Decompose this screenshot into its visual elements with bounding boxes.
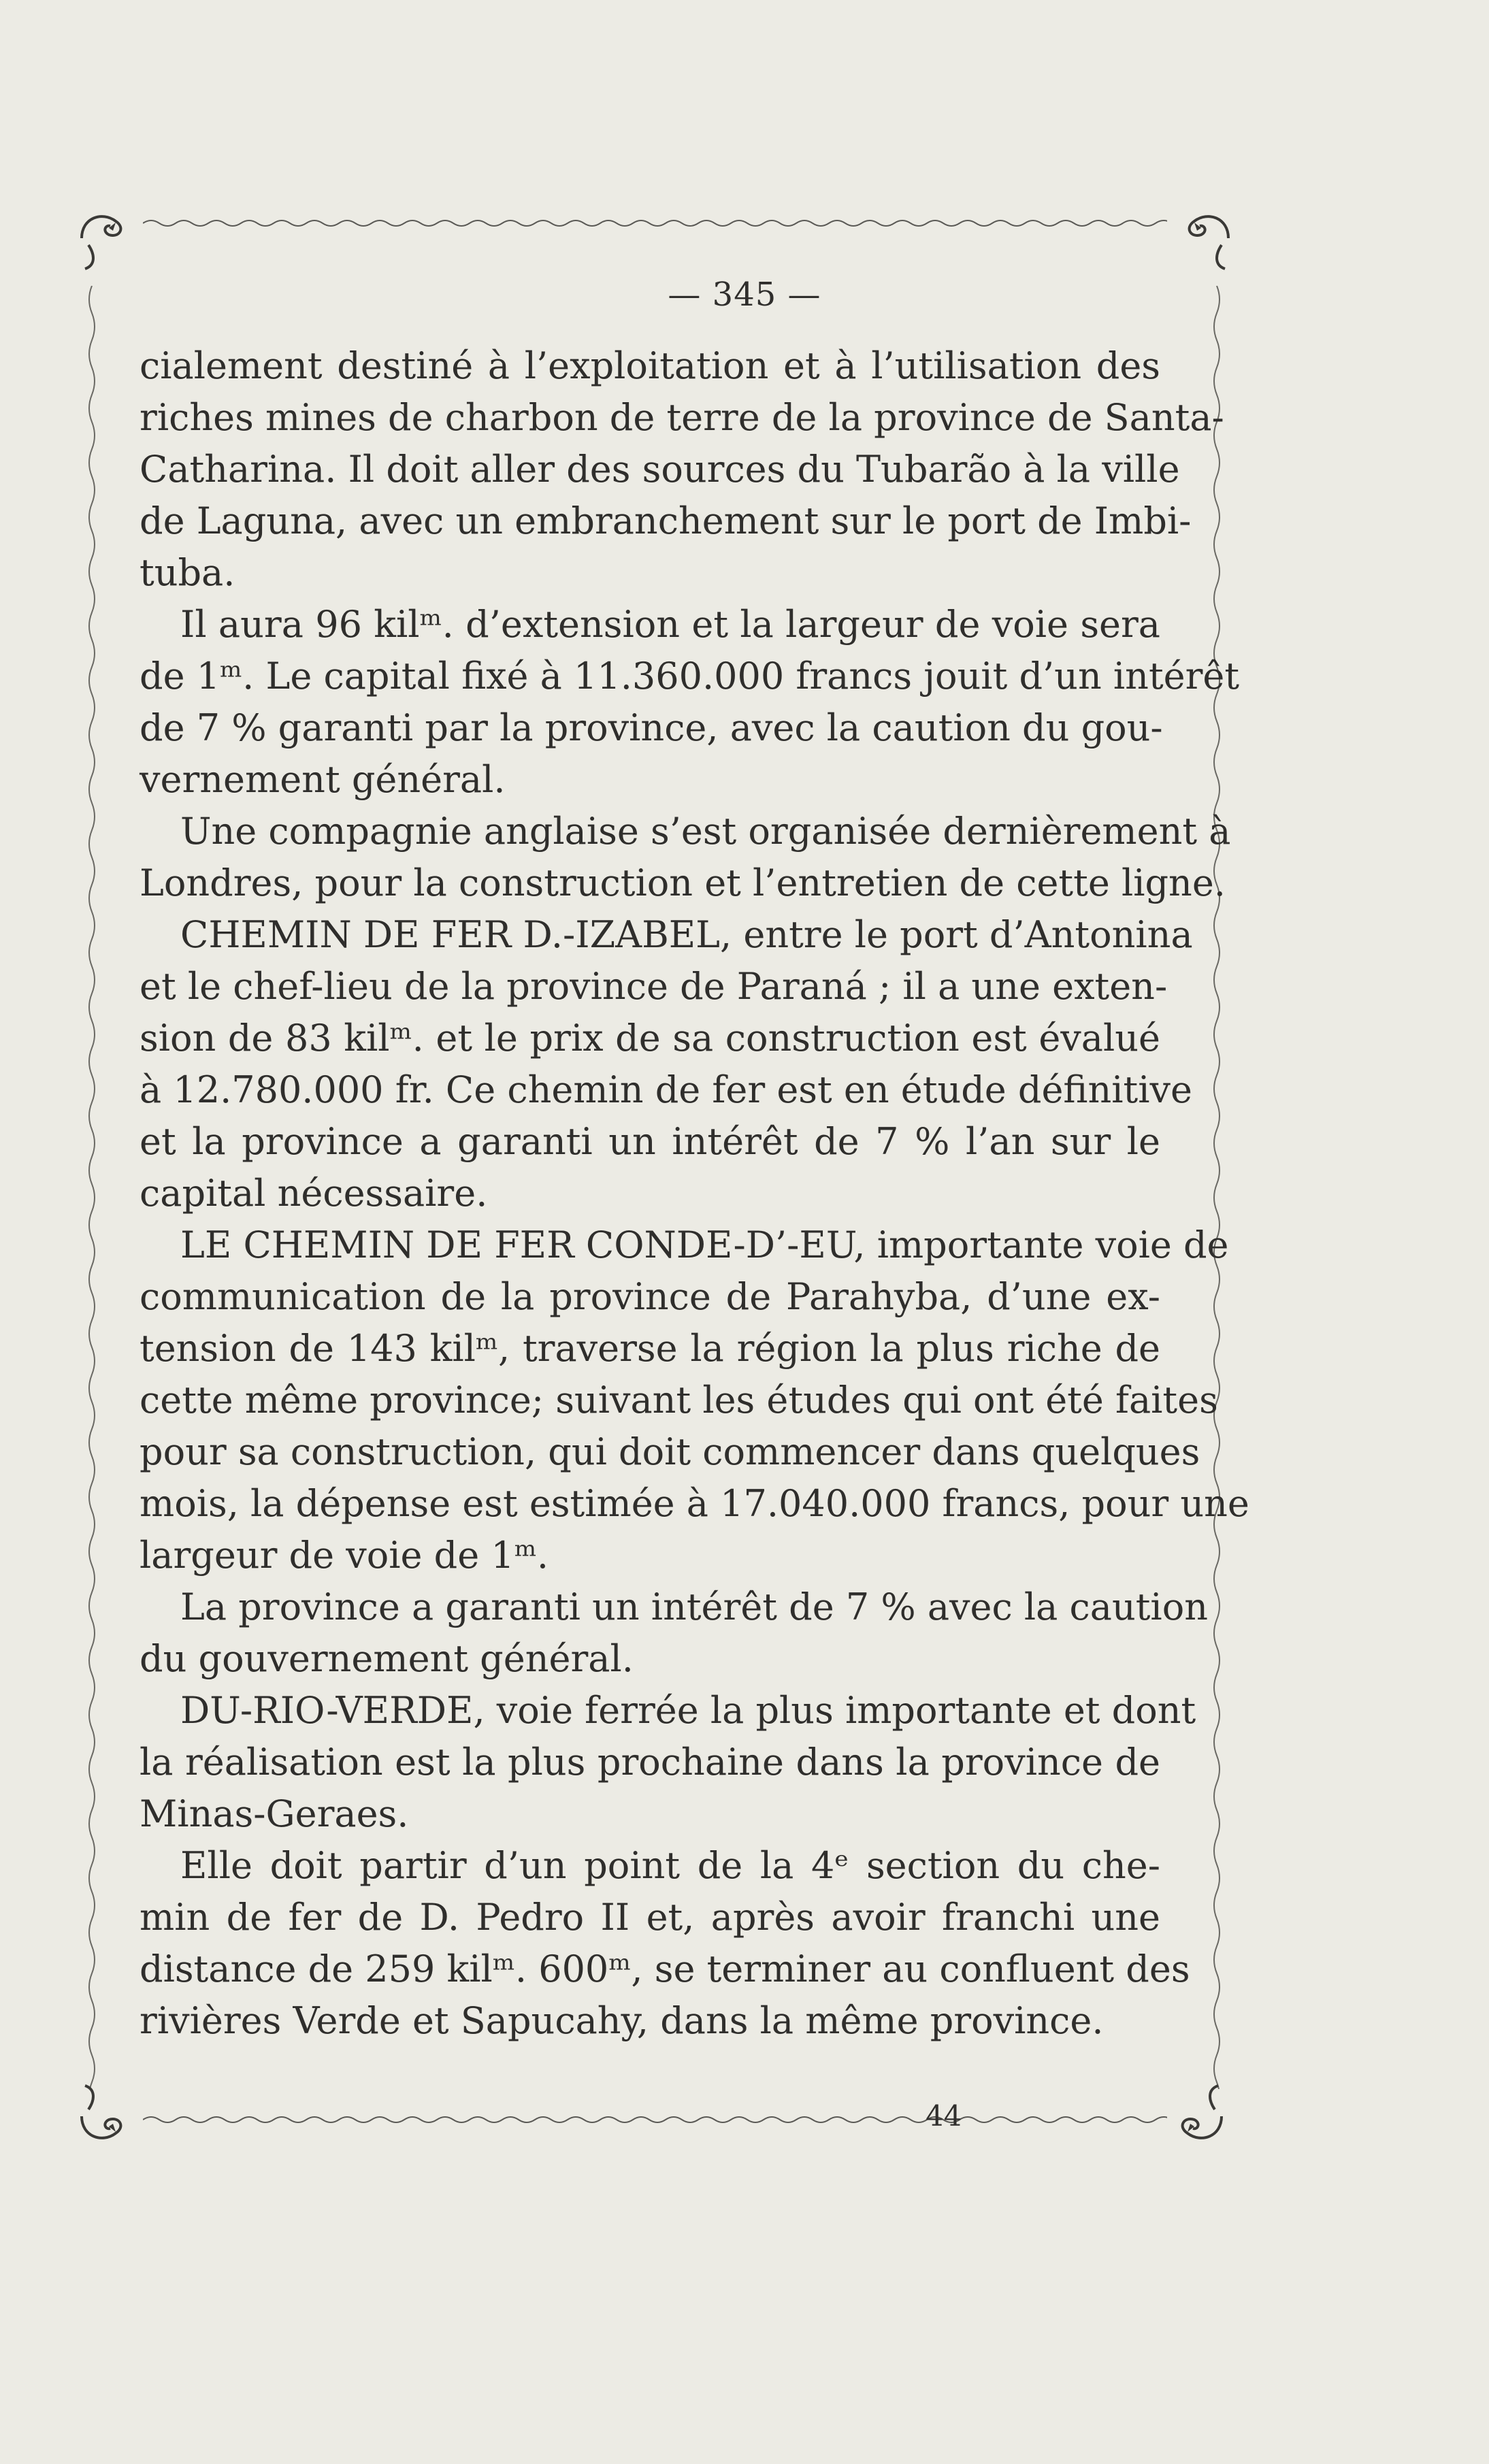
text-line: Elle doit partir d’un point de la 4ᵉ section du che- (180, 1844, 1160, 1887)
text-line: Londres, pour la construction et l’entretien de cette ligne. (140, 861, 1226, 904)
text-line: Catharina. Il doit aller des sources du Tubarão à la ville (140, 448, 1180, 491)
text-line: sion de 83 kilᵐ. et le prix de sa construction est évalué (140, 1017, 1160, 1059)
corner-flourish-icon (68, 197, 143, 272)
text-line: vernement général. (140, 758, 506, 801)
text-line: cette même province; suivant les études qui ont été faites (140, 1379, 1218, 1422)
text-line: pour sa construction, qui doit commencer dans quelques (140, 1430, 1200, 1473)
text-line: La province a garanti un intérêt de 7 % avec la caution (180, 1586, 1208, 1628)
text-line: Il aura 96 kilᵐ. d’extension et la largeur de voie sera (180, 603, 1160, 646)
text-line: min de fer de D. Pedro II et, après avoir franchi une (140, 1896, 1160, 1939)
text-line: et le chef-lieu de la province de Paraná ; il a une exten- (140, 965, 1168, 1008)
top-ornamental-rule (143, 216, 1167, 230)
text-line: distance de 259 kilᵐ. 600ᵐ, se terminer au confluent des (140, 1948, 1190, 1990)
text-line: largeur de voie de 1ᵐ. (140, 1534, 549, 1577)
corner-flourish-icon (1167, 197, 1242, 272)
text-line: CHEMIN DE FER D.-IZABEL, entre le port d’Antonina (180, 913, 1193, 956)
text-line: Une compagnie anglaise s’est organisée dernièrement à (180, 810, 1231, 853)
page-number: — 345 — (668, 276, 821, 314)
text-line: du gouvernement général. (140, 1637, 634, 1680)
corner-flourish-icon (1160, 2082, 1235, 2157)
text-line: de Laguna, avec un embranchement sur le port de Imbi- (140, 499, 1192, 542)
signature-mark: 44 (926, 2099, 962, 2133)
text-line: LE CHEMIN DE FER CONDE-D’-EU, importante voie de (180, 1223, 1229, 1266)
text-line: tension de 143 kilᵐ, traverse la région la plus riche de (140, 1327, 1160, 1370)
text-line: riches mines de charbon de terre de la province de Santa- (140, 396, 1224, 439)
text-line: Minas-Geraes. (140, 1792, 409, 1835)
body-text (140, 340, 1249, 2047)
text-line: de 7 % garanti par la province, avec la caution du gou- (140, 706, 1163, 749)
text-line: à 12.780.000 fr. Ce chemin de fer est en étude définitive (140, 1068, 1192, 1111)
text-line: de 1ᵐ. Le capital fixé à 11.360.000 francs jouit d’un intérêt (140, 655, 1240, 697)
text-line: rivières Verde et Sapucahy, dans la même province. (140, 1999, 1104, 2042)
text-line: tuba. (140, 551, 235, 594)
text-line: cialement destiné à l’exploitation et à l’utilisation des (140, 344, 1160, 387)
text-line: la réalisation est la plus prochaine dans la province de (140, 1741, 1160, 1784)
text-line: et la province a garanti un intérêt de 7 % l’an sur le (140, 1120, 1160, 1163)
bottom-ornamental-rule (143, 2113, 1167, 2126)
text-line: DU-RIO-VERDE, voie ferrée la plus importante et dont (180, 1689, 1196, 1732)
corner-flourish-icon (68, 2082, 143, 2157)
text-line: communication de la province de Parahyba, d’une ex- (140, 1275, 1160, 1318)
text-line: mois, la dépense est estimée à 17.040.000 francs, pour une (140, 1482, 1249, 1525)
right-ornamental-rule (1210, 286, 1224, 2089)
text-line: capital nécessaire. (140, 1172, 488, 1215)
left-ornamental-rule (85, 286, 99, 2089)
